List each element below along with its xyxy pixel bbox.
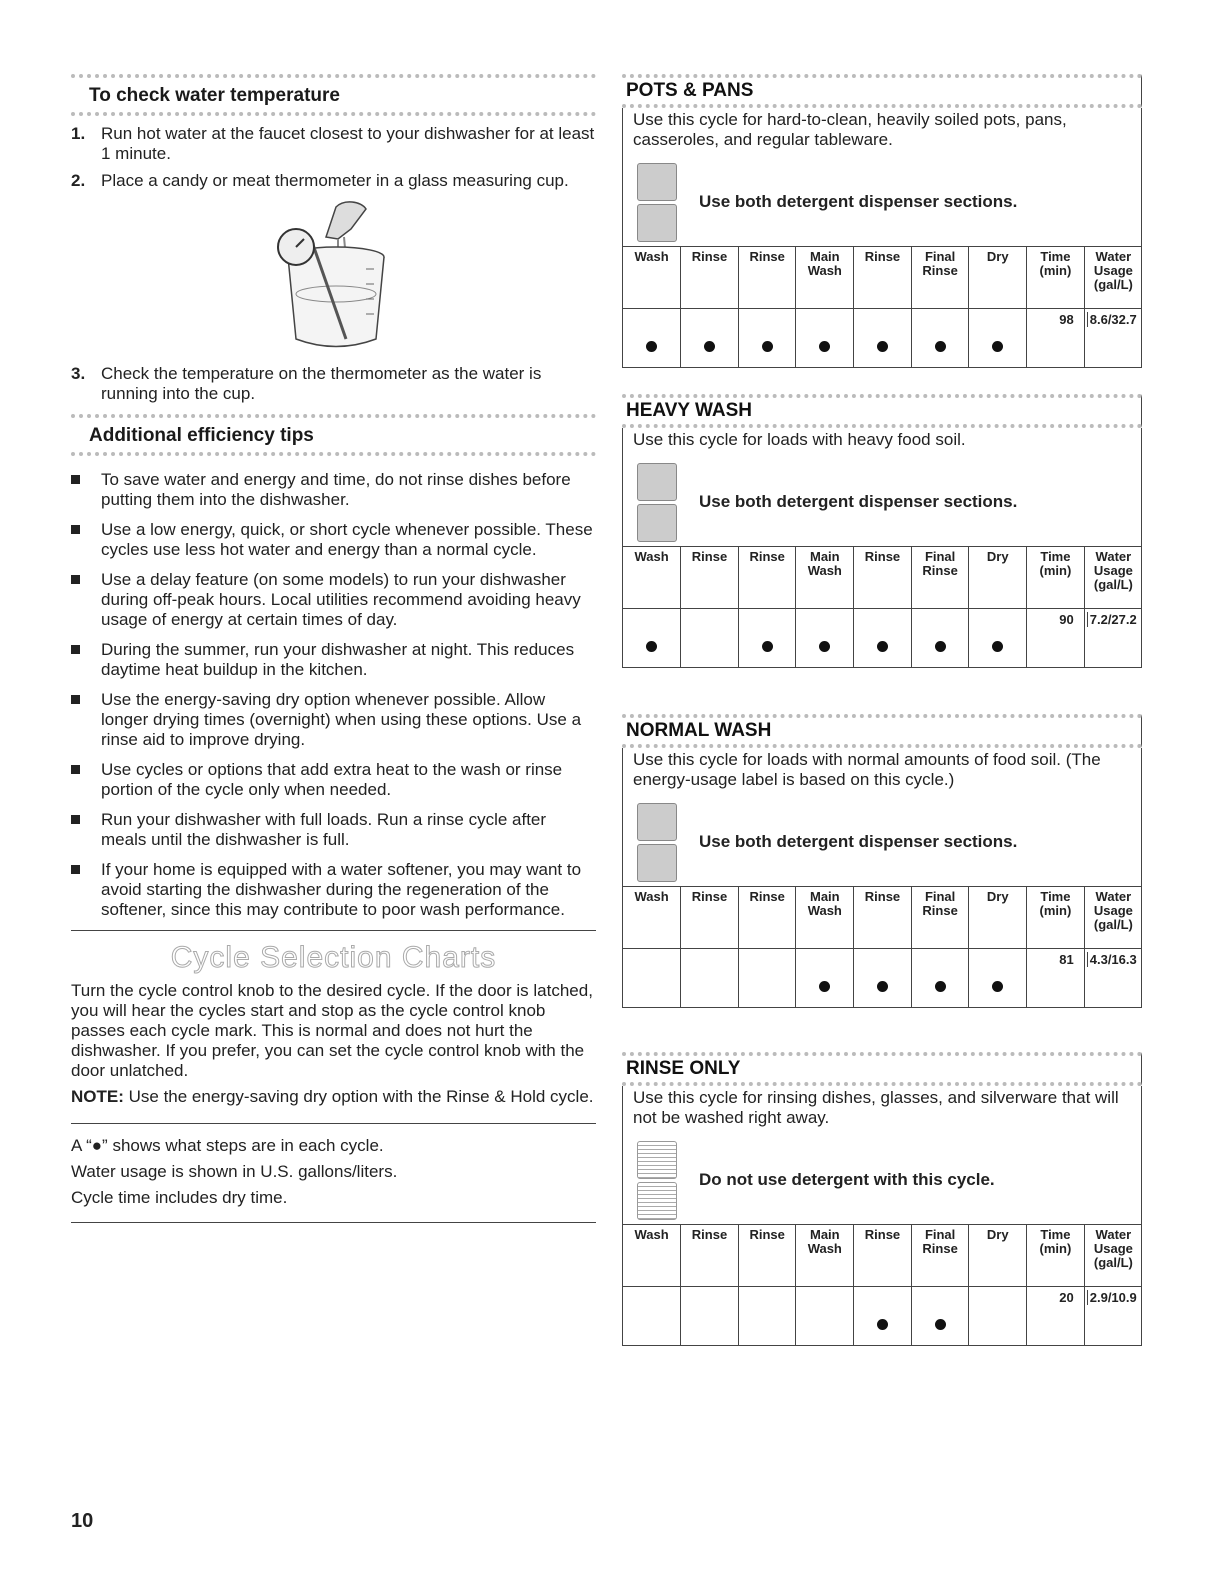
cycle-selection-title: Cycle Selection Charts <box>170 941 497 974</box>
column-header: Final Rinse <box>911 247 969 309</box>
water-temp-steps <box>71 124 596 191</box>
step-dot-icon <box>704 341 715 352</box>
cycle-description: Use this cycle for rinsing dishes, glasses, and silverware that will not be washed right away. <box>633 1088 1119 1127</box>
cycle-body <box>622 108 1142 368</box>
bullet-icon <box>71 865 80 874</box>
cycle-time: 81 <box>1059 952 1074 967</box>
cycle-chart <box>622 394 1142 668</box>
time-cell <box>1027 609 1085 668</box>
table-header-row <box>623 1225 1142 1287</box>
cycle-time: 98 <box>1059 312 1074 327</box>
step-cell <box>969 309 1027 368</box>
step-dot-icon <box>819 981 830 992</box>
step-cell <box>681 309 739 368</box>
chart-legend: A “●” shows what steps are in each cycle. Water usage is shown in U.S. gallons/liters. Cycle time includes dry time. <box>71 1136 398 1207</box>
list-item: To save water and energy and time, do not rinse dishes before putting them into the dishwasher. <box>71 470 596 510</box>
column-header: Time (min) <box>1027 247 1085 309</box>
step-dot-icon <box>819 641 830 652</box>
step-cell <box>969 609 1027 668</box>
table-row <box>623 1287 1142 1346</box>
cycle-title: NORMAL WASH <box>622 714 1142 748</box>
column-header: Main Wash <box>796 1225 854 1287</box>
list-item: Use a low energy, quick, or short cycle whenever possible. These cycles use less hot water and energy than a normal cycle. <box>71 520 596 560</box>
step-dot-icon <box>877 641 888 652</box>
water-cell <box>1084 949 1142 1008</box>
step-dot-icon <box>819 341 830 352</box>
step-dot-icon <box>762 341 773 352</box>
list-item: Use cycles or options that add extra heat to the wash or rinse portion of the cycle only when needed. <box>71 760 596 800</box>
table-header-row <box>623 547 1142 609</box>
water-cell <box>1084 309 1142 368</box>
cycle-steps-table <box>623 1224 1142 1345</box>
step-dot-icon <box>877 341 888 352</box>
column-header: Rinse <box>854 887 912 949</box>
cycle-selection-note: NOTE: Use the energy-saving dry option with the Rinse & Hold cycle. <box>71 1087 594 1106</box>
step-cell <box>854 609 912 668</box>
step-cell <box>911 309 969 368</box>
efficiency-tips <box>71 470 596 920</box>
detergent-instruction <box>623 164 1141 240</box>
step-cell <box>796 1287 854 1346</box>
step-cell <box>796 309 854 368</box>
detergent-text: Use both detergent dispenser sections. <box>699 832 1018 851</box>
cycle-chart <box>622 1052 1142 1346</box>
detergent-text: Use both detergent dispenser sections. <box>699 492 1018 511</box>
step-dot-icon <box>762 641 773 652</box>
step-dot-icon <box>935 341 946 352</box>
column-header: Dry <box>969 887 1027 949</box>
water-usage: 7.2/27.2 <box>1087 612 1137 627</box>
column-header: Main Wash <box>796 247 854 309</box>
step-item: 1. Run hot water at the faucet closest to your dishwasher for at least 1 minute. <box>71 124 595 163</box>
column-header: Dry <box>969 247 1027 309</box>
bullet-icon <box>71 645 80 654</box>
list-item: Use a delay feature (on some models) to run your dishwasher during off-peak hours. Local utilities recommend avoiding heavy usage of energy at certain times of day. <box>71 570 596 630</box>
column-header: Final Rinse <box>911 547 969 609</box>
cycle-description: Use this cycle for hard-to-clean, heavily soiled pots, pans, casseroles, and regular tableware. <box>633 110 1067 149</box>
column-header: Final Rinse <box>911 1225 969 1287</box>
column-header: Rinse <box>681 247 739 309</box>
column-header: Rinse <box>738 247 796 309</box>
cycle-body <box>622 1086 1142 1346</box>
column-header: Wash <box>623 547 681 609</box>
cycle-chart <box>622 714 1142 1008</box>
column-header: Dry <box>969 547 1027 609</box>
table-header-row <box>623 247 1142 309</box>
detergent-instruction <box>623 804 1141 880</box>
bullet-icon <box>71 815 80 824</box>
step-dot-icon <box>877 1319 888 1330</box>
detergent-dispenser-icon <box>637 803 677 882</box>
column-header: Water Usage (gal/L) <box>1084 887 1142 949</box>
column-header: Final Rinse <box>911 887 969 949</box>
step-cell <box>738 309 796 368</box>
column-header: Rinse <box>854 1225 912 1287</box>
step-cell <box>854 949 912 1008</box>
detergent-instruction <box>623 1142 1141 1218</box>
cycle-title: POTS & PANS <box>622 74 1142 108</box>
cycle-body <box>622 748 1142 1008</box>
column-header: Main Wash <box>796 887 854 949</box>
step-cell <box>681 949 739 1008</box>
column-header: Rinse <box>854 547 912 609</box>
table-header-row <box>623 887 1142 949</box>
step-cell <box>681 609 739 668</box>
thermometer-cup-illustration <box>266 199 396 354</box>
time-cell <box>1027 309 1085 368</box>
step-cell <box>911 949 969 1008</box>
column-header: Time (min) <box>1027 887 1085 949</box>
step-cell <box>854 309 912 368</box>
bullet-icon <box>71 525 80 534</box>
bullet-icon <box>71 765 80 774</box>
table-row <box>623 949 1142 1008</box>
step-cell <box>854 1287 912 1346</box>
water-usage: 4.3/16.3 <box>1087 952 1137 967</box>
column-header: Water Usage (gal/L) <box>1084 247 1142 309</box>
detergent-dispenser-icon <box>637 1141 677 1220</box>
cycle-selection-intro: Turn the cycle control knob to the desired cycle. If the door is latched, you will hear the cycles start and stop as the cycle control knob passes each cycle mark. This is normal and does not hurt the dishwasher. If you prefer, you can set the cycle control knob with the door unlatched. <box>71 981 593 1080</box>
column-header: Rinse <box>854 247 912 309</box>
divider <box>71 930 596 931</box>
step-cell <box>623 309 681 368</box>
water-cell <box>1084 1287 1142 1346</box>
step-dot-icon <box>646 341 657 352</box>
cycle-steps-table <box>623 246 1142 367</box>
step-item: 2. Place a candy or meat thermometer in a glass measuring cup. <box>71 171 569 190</box>
cycle-time: 90 <box>1059 612 1074 627</box>
step-item: 3. Check the temperature on the thermometer as the water is running into the cup. <box>71 364 542 403</box>
column-header: Rinse <box>738 1225 796 1287</box>
step-cell <box>969 1287 1027 1346</box>
cycle-steps-table <box>623 886 1142 1007</box>
column-header: Wash <box>623 247 681 309</box>
list-item: Run your dishwasher with full loads. Run a rinse cycle after meals until the dishwasher is full. <box>71 810 596 850</box>
step-cell <box>738 949 796 1008</box>
step-dot-icon <box>992 641 1003 652</box>
column-header: Main Wash <box>796 547 854 609</box>
bullet-icon <box>71 475 80 484</box>
bullet-icon <box>71 575 80 584</box>
left-column <box>71 74 596 1223</box>
detergent-dispenser-icon <box>637 463 677 542</box>
cycle-time: 20 <box>1059 1290 1074 1305</box>
list-item: If your home is equipped with a water softener, you may want to avoid starting the dishwasher during the regeneration of the softener, since this may contribute to poor wash performance. <box>71 860 596 920</box>
step-dot-icon <box>877 981 888 992</box>
page-number: 10 <box>71 1510 94 1532</box>
efficiency-heading: Additional efficiency tips <box>71 414 596 456</box>
divider <box>71 1222 596 1223</box>
list-item: Use the energy-saving dry option whenever possible. Allow longer drying times (overnight) when using these options. Use a rinse aid to improve drying. <box>71 690 596 750</box>
detergent-text: Use both detergent dispenser sections. <box>699 192 1018 211</box>
column-header: Time (min) <box>1027 1225 1085 1287</box>
step-cell <box>796 949 854 1008</box>
step-dot-icon <box>935 1319 946 1330</box>
step-cell <box>623 949 681 1008</box>
column-header: Water Usage (gal/L) <box>1084 547 1142 609</box>
water-temp-steps-cont <box>71 364 596 404</box>
cycle-chart <box>622 74 1142 368</box>
column-header: Wash <box>623 887 681 949</box>
step-cell <box>969 949 1027 1008</box>
table-row <box>623 609 1142 668</box>
time-cell <box>1027 1287 1085 1346</box>
column-header: Rinse <box>681 547 739 609</box>
step-dot-icon <box>935 641 946 652</box>
water-usage: 8.6/32.7 <box>1087 312 1137 327</box>
water-temp-heading: To check water temperature <box>71 74 596 116</box>
step-dot-icon <box>992 981 1003 992</box>
column-header: Dry <box>969 1225 1027 1287</box>
column-header: Rinse <box>738 887 796 949</box>
cycle-title: HEAVY WASH <box>622 394 1142 428</box>
divider <box>71 1123 596 1124</box>
step-dot-icon <box>992 341 1003 352</box>
step-cell <box>796 609 854 668</box>
bullet-icon <box>71 695 80 704</box>
column-header: Rinse <box>681 887 739 949</box>
detergent-dispenser-icon <box>637 163 677 242</box>
step-cell <box>911 1287 969 1346</box>
cycle-body <box>622 428 1142 668</box>
step-cell <box>911 609 969 668</box>
detergent-text: Do not use detergent with this cycle. <box>699 1170 995 1189</box>
step-cell <box>623 1287 681 1346</box>
cycle-title: RINSE ONLY <box>622 1052 1142 1086</box>
step-cell <box>738 1287 796 1346</box>
table-row <box>623 309 1142 368</box>
column-header: Rinse <box>738 547 796 609</box>
step-cell <box>738 609 796 668</box>
time-cell <box>1027 949 1085 1008</box>
cycle-steps-table <box>623 546 1142 667</box>
column-header: Time (min) <box>1027 547 1085 609</box>
list-item: During the summer, run your dishwasher at night. This reduces daytime heat buildup in the kitchen. <box>71 640 596 680</box>
step-dot-icon <box>646 641 657 652</box>
step-dot-icon <box>935 981 946 992</box>
water-usage: 2.9/10.9 <box>1087 1290 1137 1305</box>
water-cell <box>1084 609 1142 668</box>
step-cell <box>681 1287 739 1346</box>
column-header: Wash <box>623 1225 681 1287</box>
step-cell <box>623 609 681 668</box>
cycle-description: Use this cycle for loads with normal amounts of food soil. (The energy-usage label is based on this cycle.) <box>633 750 1101 789</box>
detergent-instruction <box>623 464 1141 540</box>
column-header: Water Usage (gal/L) <box>1084 1225 1142 1287</box>
cycle-description: Use this cycle for loads with heavy food soil. <box>633 430 966 449</box>
column-header: Rinse <box>681 1225 739 1287</box>
